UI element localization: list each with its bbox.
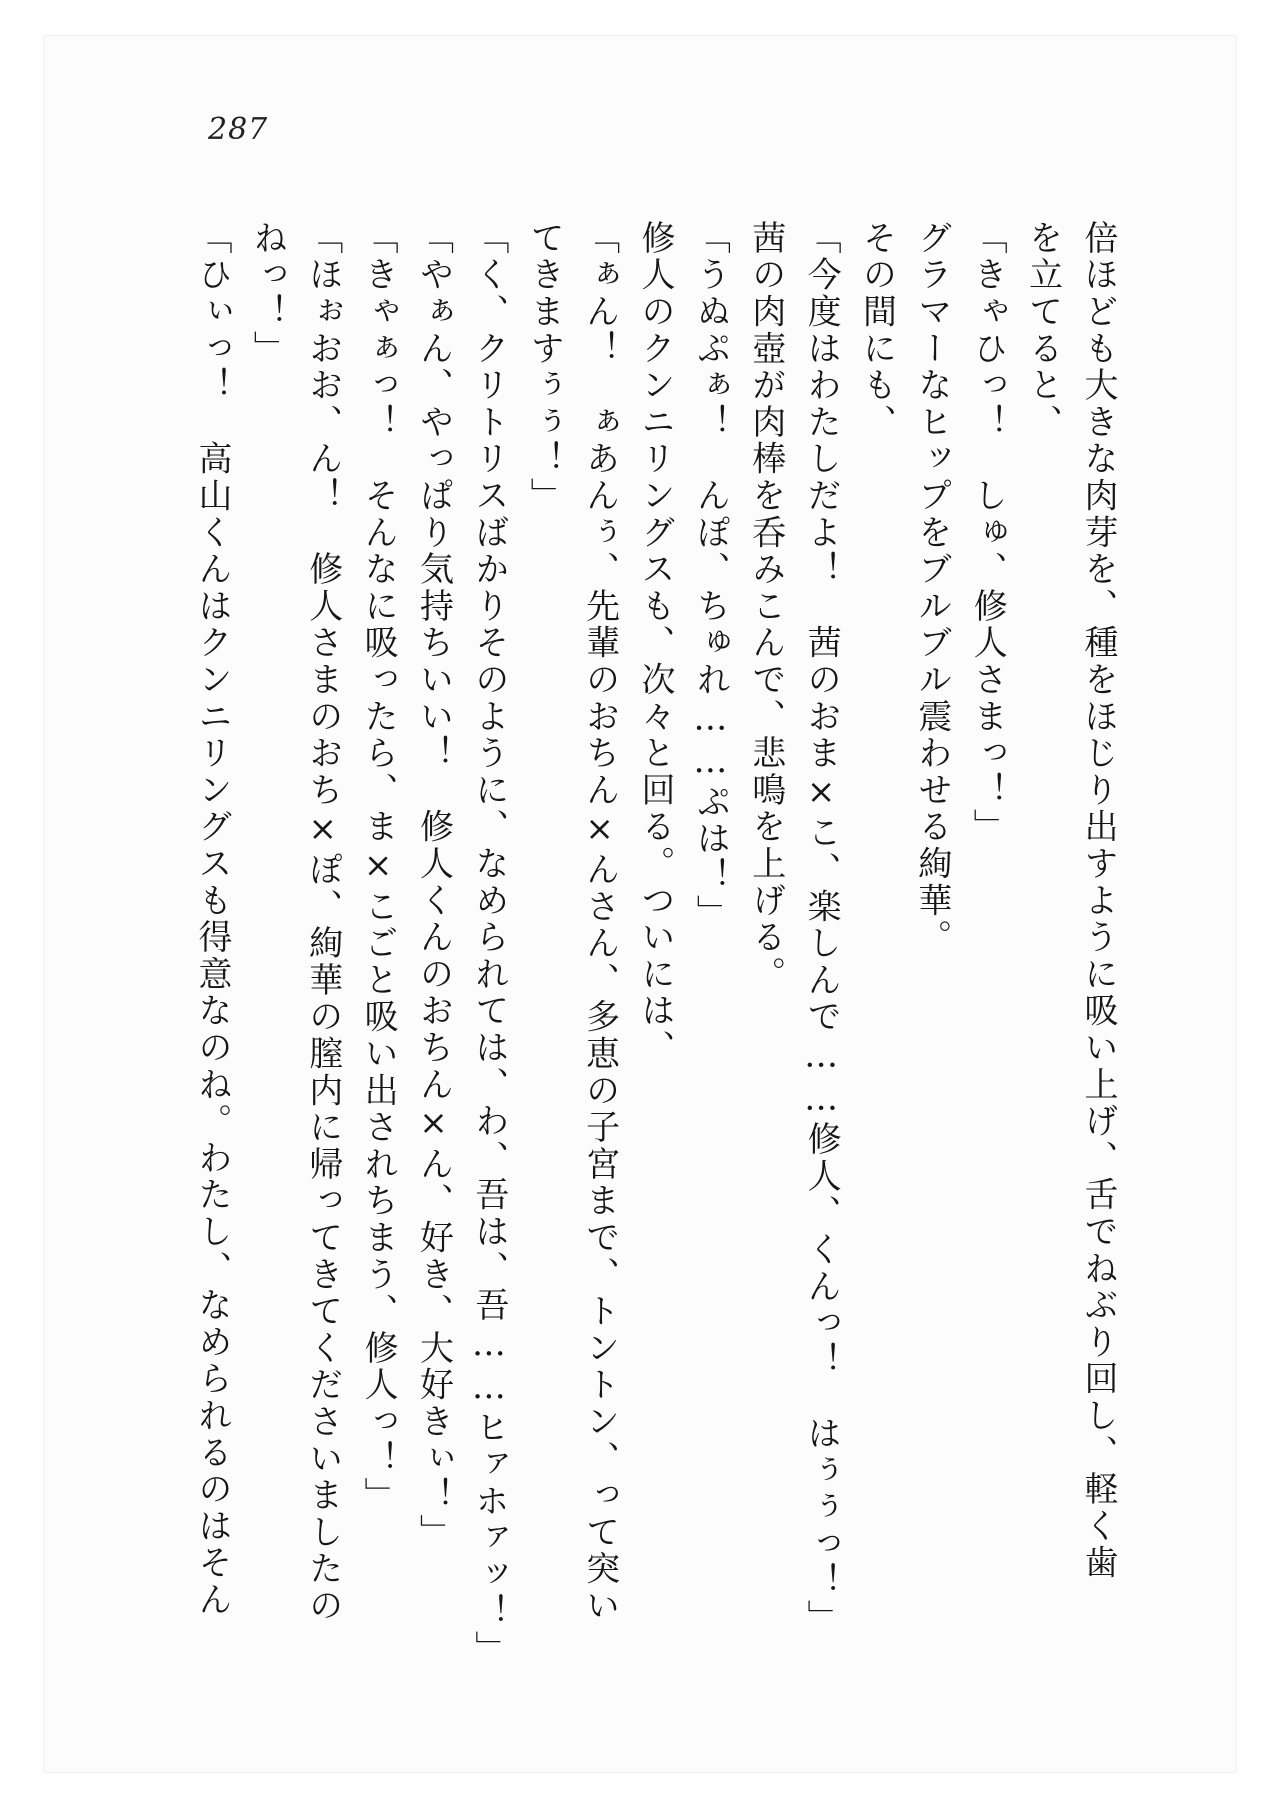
text-line: 「く、クリトリスばかりそのように、なめられては、わ、吾は、吾……ヒァホァッ！」 — [468, 220, 509, 1668]
text-line: てきますぅぅ！」 — [524, 220, 565, 515]
vertical-text-block — [190, 220, 1120, 1668]
text-line: 「やぁん、やっぱり気持ちいい！ 修人くんのおちん×ん、好き、大好きぃ！」 — [413, 220, 454, 1551]
text-line: 「今度はわたしだよ！ 茜のおま×こ、楽しんで……修人、くんっ！ はぅぅっ！」 — [801, 220, 842, 1637]
text-line: 倍ほども大きな肉芽を、種をほじり出すように吸い上げ、舌でねぶり回し、軽く歯 — [1078, 220, 1118, 1582]
text-line: グラマーなヒップをブルブル震わせる絢華。 — [911, 220, 952, 956]
text-line: 修人のクンニリングスも、次々と回る。ついには、 — [635, 220, 675, 1067]
text-line: 「きゃぁっ！ そんなに吸ったら、ま×こごと吸い出されちまう、修人っ！」 — [358, 220, 399, 1514]
text-line: 「きゃひっ！ しゅ、修人さまっ！」 — [967, 220, 1008, 846]
text-line: 茜の肉壺が肉棒を呑みこんで、悲鳴を上げる。 — [745, 220, 786, 993]
text-line: ねっ！」 — [247, 220, 288, 368]
text-line: その間にも、 — [856, 220, 897, 441]
text-line: 「ひぃっ！ 高山くんはクンニリングスも得意なのね。わたし、なめられるのはそん — [192, 220, 232, 1619]
text-line: 「うぬぷぁ！ んぽ、ちゅれ……ぷは！」 — [690, 220, 731, 932]
text-line: 「ぁん！ ぁあんぅ、先輩のおちん×んさん、多恵の子宮まで、トントン、って突い — [579, 220, 620, 1625]
text-line: を立てると、 — [1022, 220, 1063, 441]
page-number: 287 — [208, 112, 269, 147]
text-line: 「ほぉおお、ん！ 修人さまのおち×ぽ、絢華の膣内に帰ってきてくださいましたの — [302, 220, 343, 1625]
